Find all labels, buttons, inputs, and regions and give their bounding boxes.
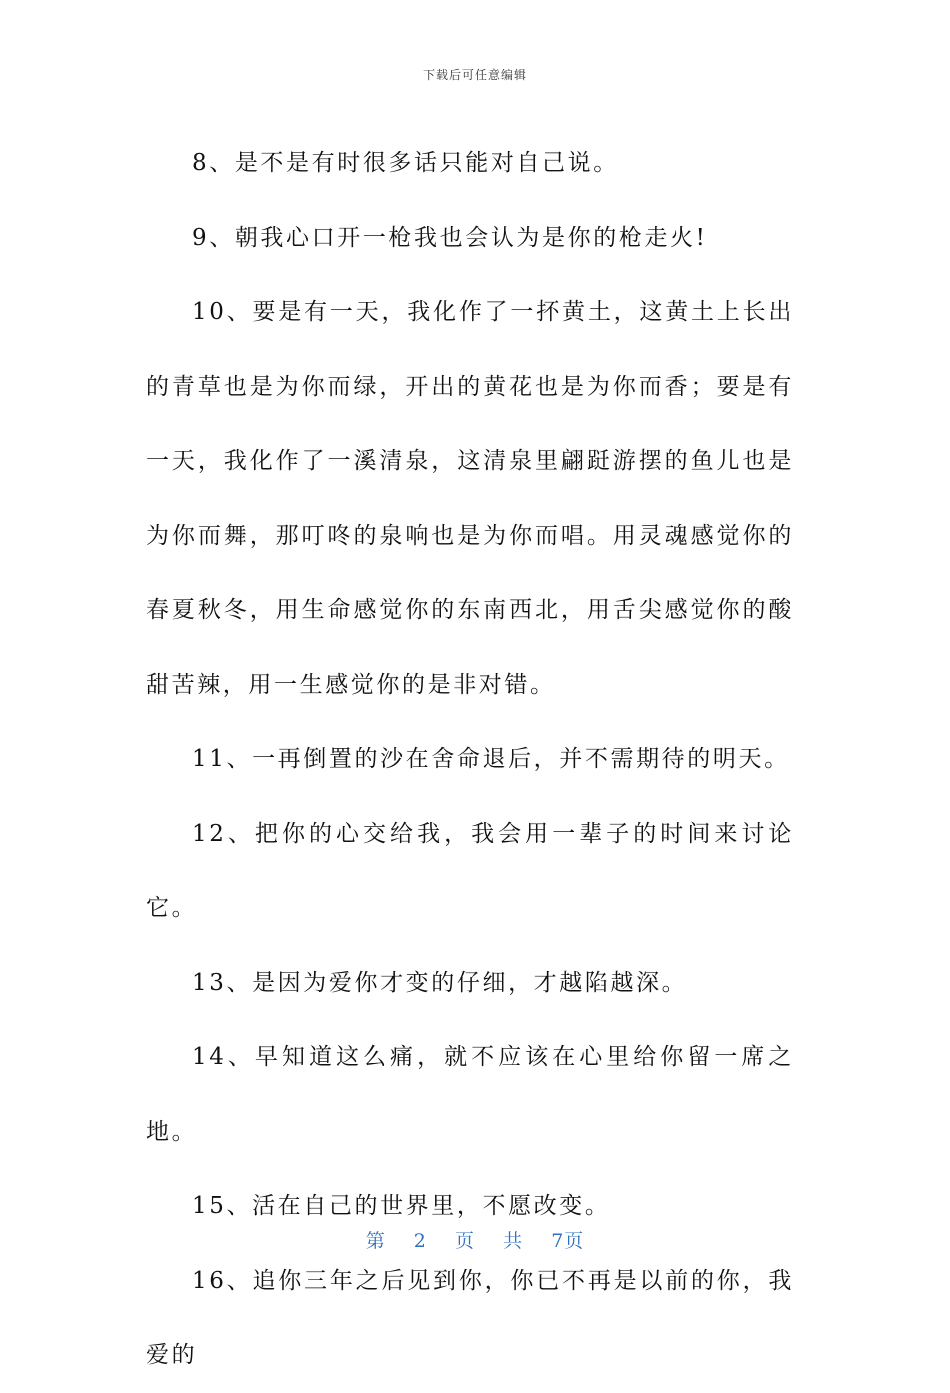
paragraph-13: 13、是因为爱你才变的仔细，才越陷越深。 [192,969,688,996]
footer-page-word: 页 [454,1230,475,1252]
document-body [146,126,794,1393]
footer-prefix: 第 [365,1230,386,1252]
footer-current-page: 2 [413,1230,427,1252]
paragraph-12: 12、把你的心交给我，我会用一辈子的时间来讨论它。 [146,820,794,921]
paragraph-8: 8、是不是有时很多话只能对自己说。 [192,150,619,176]
paragraph-14: 14、早知道这么痛，就不应该在心里给你留一席之地。 [146,1044,794,1145]
paragraph-10: 10、要是有一天，我化作了一抔黄土，这黄土上长出的青草也是为你而绿，开出的黄花也是为你而香；要是有一天，我化作了一溪清泉，这清泉里翩跹游摆的鱼儿也是为你而舞，那叮咚的泉响也是为你而唱。用灵魂感觉你的春夏秋冬，用生命感觉你的东南西北，用舌尖感觉你的酸甜苦辣，用一生感觉你的是非对错。 [146,299,794,698]
paragraph-11: 11、一再倒置的沙在舍命退后，并不需期待的明天。 [192,746,790,772]
paragraph-15: 15、活在自己的世界里，不愿改变。 [192,1193,611,1219]
header-note: 下载后可任意编辑 [422,68,527,82]
paragraph-16: 16、追你三年之后见到你，你已不再是以前的你，我爱的 [146,1267,794,1368]
footer-total-pages: 7页 [551,1230,585,1252]
paragraph-9: 9、朝我心口开一枪我也会认为是你的枪走火! [192,224,708,251]
footer-total-prefix: 共 [503,1230,524,1252]
page-number-footer [0,1226,950,1253]
